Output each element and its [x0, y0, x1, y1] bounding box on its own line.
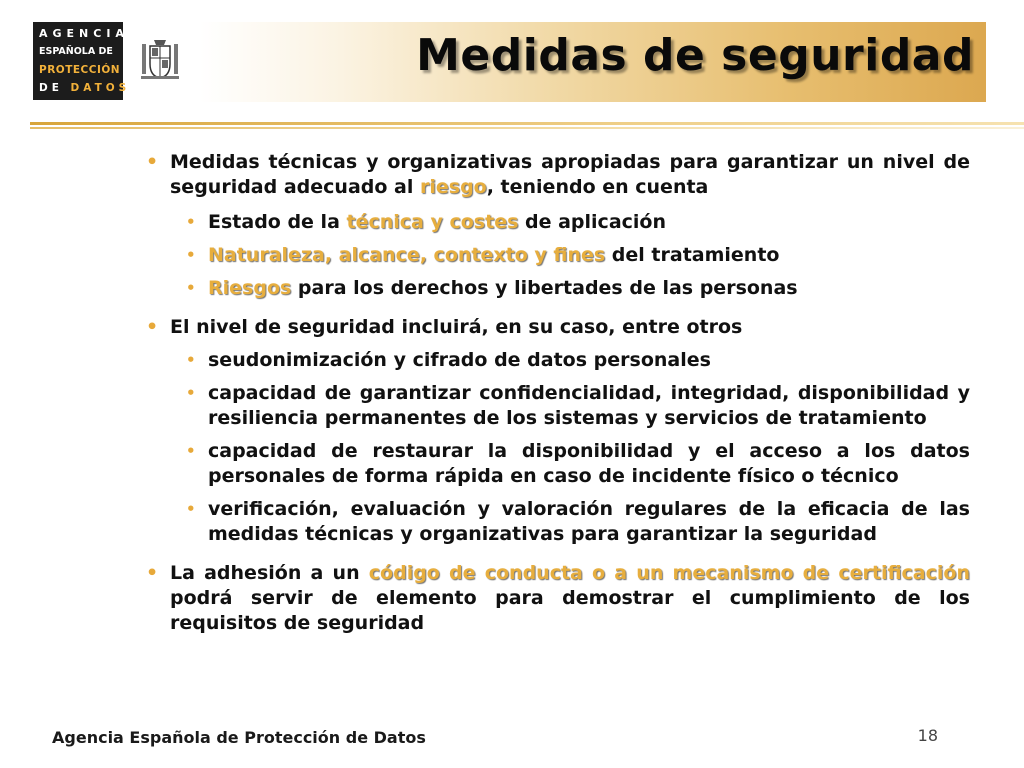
- sub-bullet-estado: [142, 210, 970, 235]
- sub-bullet-text-post: del tratamiento: [605, 244, 780, 266]
- logo-line-3: PROTECCIÓN: [39, 64, 121, 76]
- sub-bullet-riesgos: [142, 276, 970, 301]
- sub-bullet-verificacion: [142, 497, 970, 547]
- bullet-text-post: podrá servir de elemento para demostrar el cumplimiento de los requisitos de seguridad: [170, 587, 970, 634]
- coat-of-arms-icon: [140, 36, 180, 86]
- logo-line-1: AGENCIA: [39, 27, 129, 40]
- logo-line-2: ESPAÑOLA DE: [39, 46, 113, 57]
- sub-bullet-text: capacidad de restaurar la disponibilidad y el acceso a los datos personales de forma rápida en caso de incidente físico o técnico: [208, 440, 970, 487]
- bullet-text: Medidas técnicas y organizativas apropiadas para garantizar un nivel de seguridad adecuado al: [170, 151, 970, 198]
- bullet-nivel-seguridad: [142, 315, 970, 340]
- sub-bullet-text-post: de aplicación: [518, 211, 666, 233]
- highlight-riesgo: riesgo: [419, 176, 487, 198]
- sub-bullet-restaurar: [142, 439, 970, 489]
- bullet-text-post: , teniendo en cuenta: [486, 176, 709, 198]
- header-divider: [30, 122, 1024, 125]
- footer-org-name: Agencia Española de Protección de Datos: [52, 728, 426, 747]
- page-number: 18: [917, 726, 938, 745]
- bullet-text: El nivel de seguridad incluirá, en su caso, entre otros: [170, 316, 743, 338]
- sub-bullet-text: capacidad de garantizar confidencialidad, integridad, disponibilidad y resiliencia permanentes de los sistemas y servicios de tratamiento: [208, 382, 970, 429]
- sub-bullet-naturaleza: [142, 243, 970, 268]
- sub-bullet-text: verificación, evaluación y valoración regulares de la eficacia de las medidas técnicas y organizativas para garantizar la seguridad: [208, 498, 970, 545]
- sub-bullet-confidencialidad: [142, 381, 970, 431]
- page-title: Medidas de seguridad: [416, 30, 974, 81]
- bullet-text: La adhesión a un: [170, 562, 369, 584]
- sub-bullet-text-post: para los derechos y libertades de las personas: [291, 277, 798, 299]
- highlight-tecnica-costes: técnica y costes: [346, 211, 519, 233]
- highlight-naturaleza: Naturaleza, alcance, contexto y fines: [208, 244, 606, 266]
- bullet-medidas: [142, 150, 970, 200]
- sub-bullet-text: seudonimización y cifrado de datos personales: [208, 349, 711, 371]
- sub-bullet-text: Estado de la: [208, 211, 347, 233]
- highlight-riesgos: Riesgos: [208, 277, 292, 299]
- slide-content: [142, 150, 970, 646]
- bullet-adhesion: [142, 561, 970, 636]
- logo-line-4: [39, 79, 131, 97]
- header-divider-secondary: [30, 127, 1024, 129]
- agency-logo: [33, 22, 131, 100]
- logo-line-4b: DATOS: [70, 82, 131, 94]
- sub-bullet-seudonimizacion: [142, 348, 970, 373]
- highlight-codigo-conducta: código de conducta o a un mecanismo de certificación: [368, 562, 970, 584]
- logo-line-4a: DE: [39, 82, 63, 94]
